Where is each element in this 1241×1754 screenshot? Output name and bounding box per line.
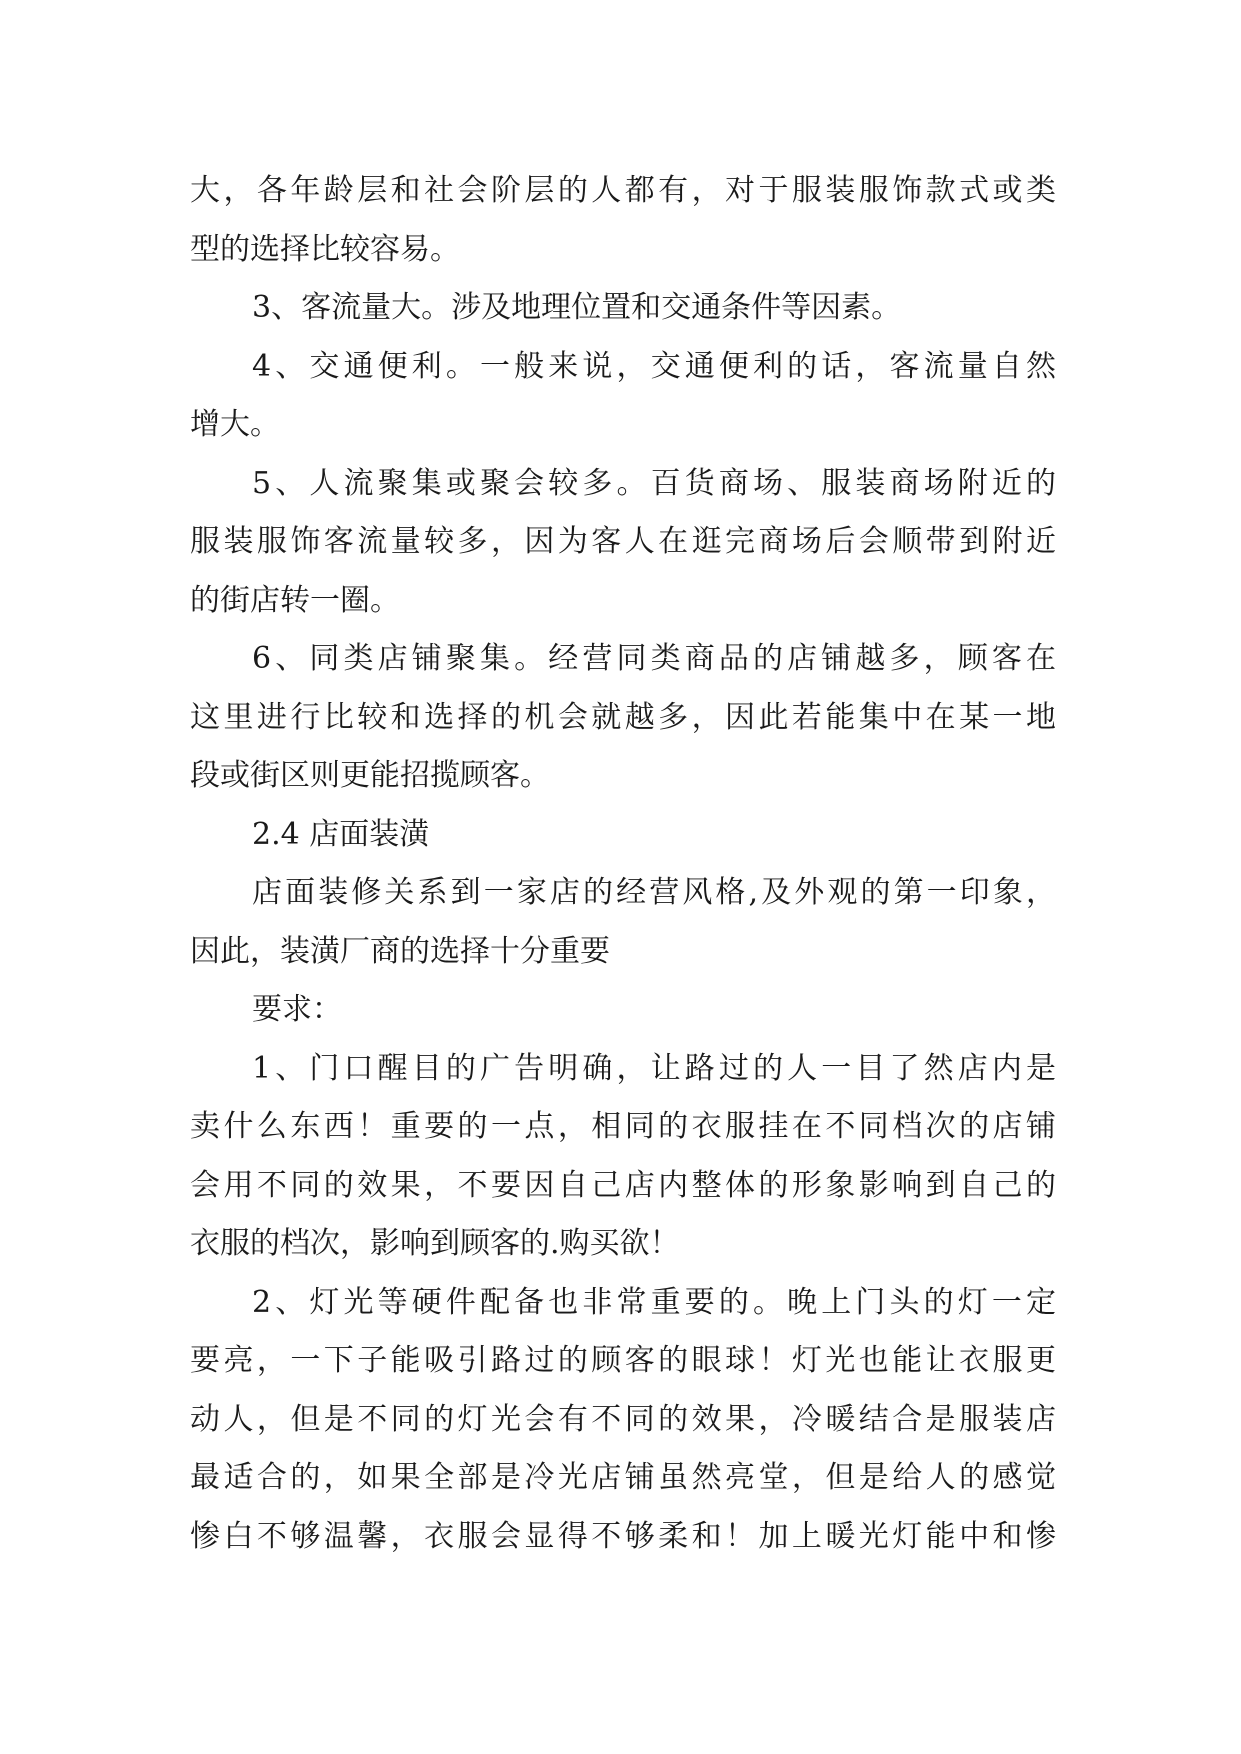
text-line: 的街店转一圈。 [190,582,400,618]
text-line: 这里进行比较和选择的机会就越多，因此若能集中在某一地 [190,699,1056,735]
text-line: 6、同类店铺聚集。经营同类商品的店铺越多，顾客在 [252,641,1056,676]
text-line: 3、客流量大。涉及地理位置和交通条件等因素。 [252,290,902,325]
section-heading: 2.4 店面装潢 [252,816,430,852]
text-line: 会用不同的效果，不要因自己店内整体的形象影响到自己的 [190,1167,1056,1203]
text-line: 增大。 [190,407,280,442]
text-line: 惨白不够温馨，衣服会显得不够柔和！加上暖光灯能中和惨 [190,1518,1056,1554]
text-line: 大，各年龄层和社会阶层的人都有，对于服装服饰款式或类 [190,173,1056,208]
text-line: 段或街区则更能招揽顾客。 [190,758,550,793]
text-line: 5、人流聚集或聚会较多。百货商场、服装商场附近的 [252,465,1056,501]
text-line: 动人，但是不同的灯光会有不同的效果，冷暖结合是服装店 [190,1401,1056,1437]
text-line: 因此，装潢厂商的选择十分重要 [190,933,610,969]
text-line: 4、交通便利。一般来说，交通便利的话，客流量自然 [252,348,1056,384]
text-line: 卖什么东西！重要的一点，相同的衣服挂在不同档次的店铺 [190,1109,1056,1144]
text-line: 2、灯光等硬件配备也非常重要的。晚上门头的灯一定 [252,1284,1056,1320]
text-line: 衣服的档次，影响到顾客的.购买欲！ [190,1226,680,1261]
text-line: 最适合的，如果全部是冷光店铺虽然亮堂，但是给人的感觉 [190,1460,1056,1495]
text-line: 服装服饰客流量较多，因为客人在逛完商场后会顺带到附近 [190,524,1056,559]
text-line: 店面装修关系到一家店的经营风格,及外观的第一印象， [252,875,1056,910]
document-body [190,162,1056,1566]
requirements-label: 要求： [252,992,342,1027]
text-line: 型的选择比较容易。 [190,231,460,267]
text-line: 要亮，一下子能吸引路过的顾客的眼球！灯光也能让衣服更 [190,1343,1056,1378]
text-line: 1、门口醒目的广告明确，让路过的人一目了然店内是 [252,1050,1056,1086]
